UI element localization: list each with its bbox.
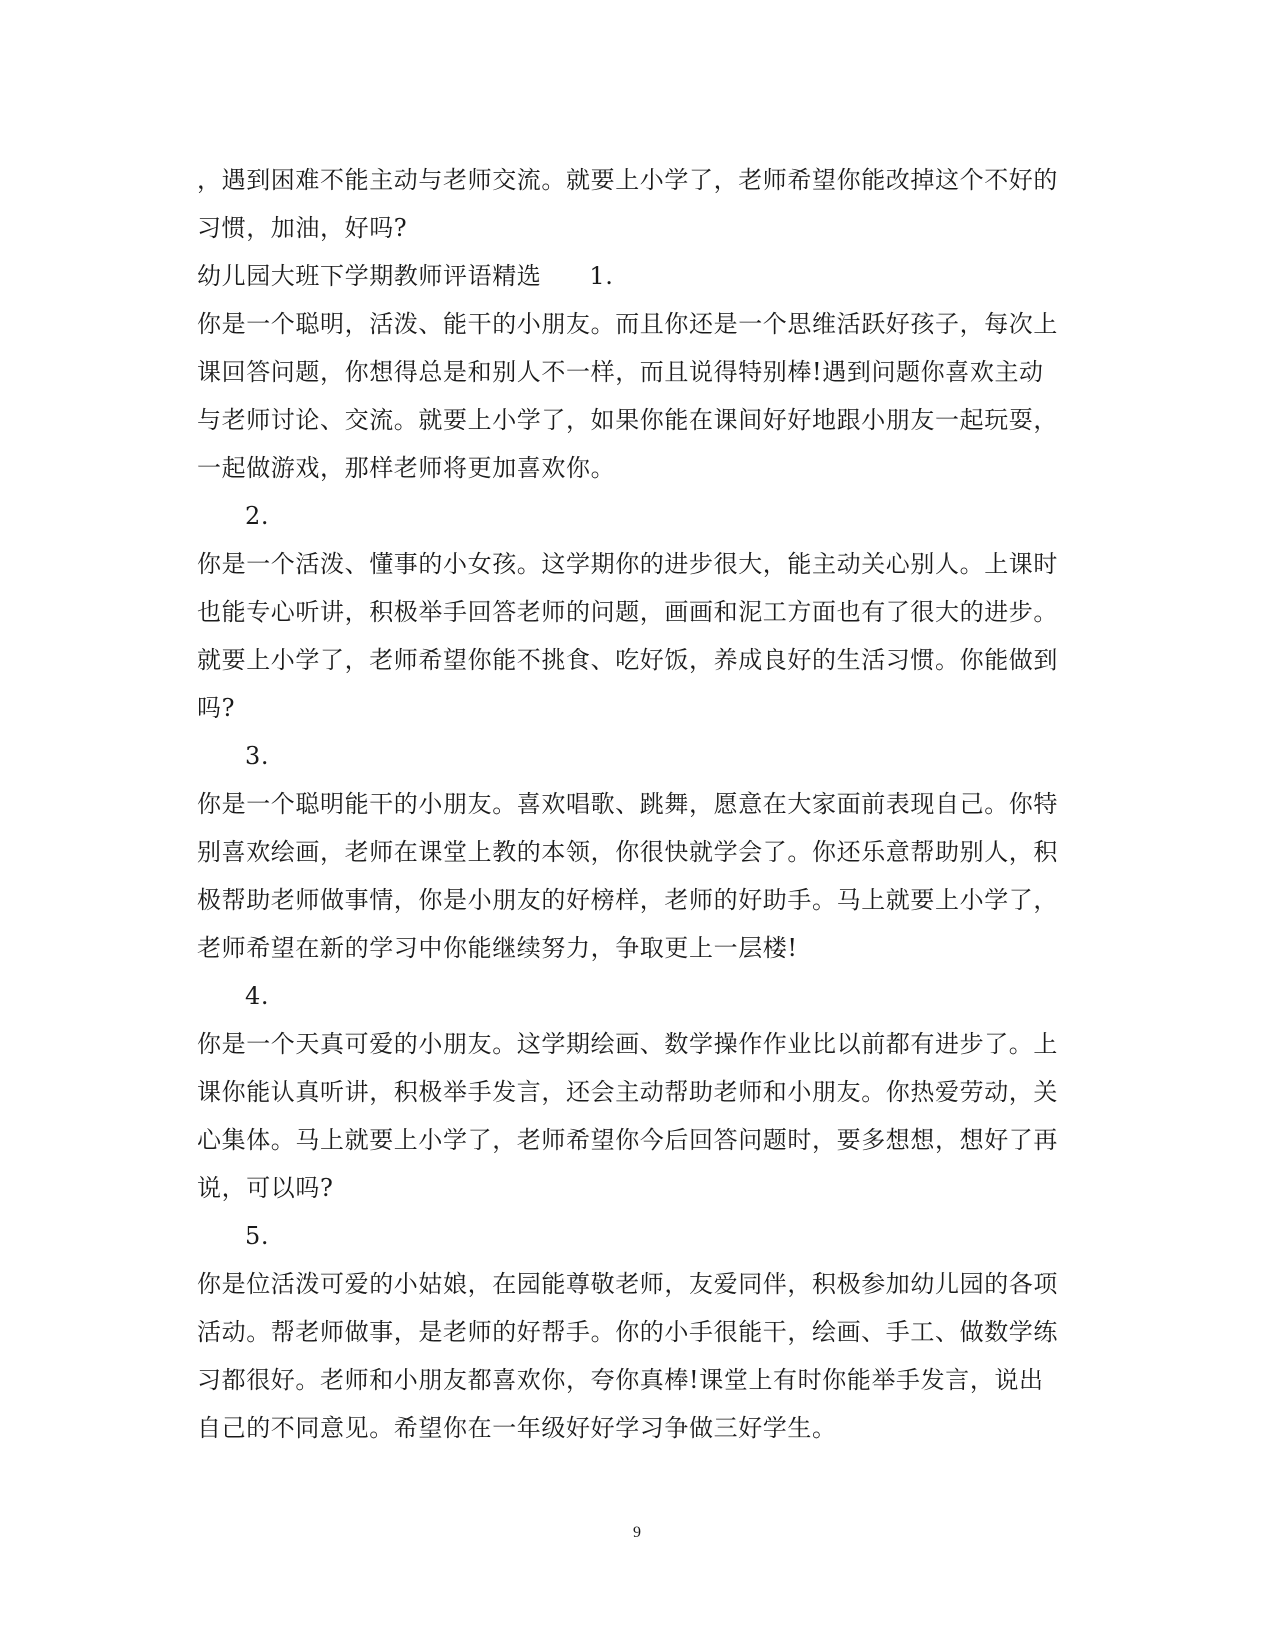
text-line: 你是一个活泼、懂事的小女孩。这学期你的进步很大，能主动关心别人。上课时 xyxy=(197,550,1058,578)
text-line: 你是一个天真可爱的小朋友。这学期绘画、数学操作作业比以前都有进步了。上 xyxy=(197,1030,1058,1058)
page-number: 9 xyxy=(633,1524,641,1541)
text-line: 别喜欢绘画，老师在课堂上教的本领，你很快就学会了。你还乐意帮助别人，积 xyxy=(197,838,1058,866)
item-number: 3. xyxy=(245,742,270,770)
heading-title: 幼儿园大班下学期教师评语精选 xyxy=(197,262,542,290)
text-line: 与老师讨论、交流。就要上小学了，如果你能在课间好好地跟小朋友一起玩耍， xyxy=(197,406,1058,434)
item-number: 4. xyxy=(245,982,270,1010)
text-line: 你是一个聪明能干的小朋友。喜欢唱歌、跳舞，愿意在大家面前表现自己。你特 xyxy=(197,790,1058,818)
text-line: 吗? xyxy=(197,694,236,722)
text-line: 老师希望在新的学习中你能继续努力，争取更上一层楼! xyxy=(197,934,798,962)
item-number: 5. xyxy=(245,1222,270,1250)
item-number: 2. xyxy=(245,502,270,530)
text-line: 就要上小学了，老师希望你能不挑食、吃好饭，养成良好的生活习惯。你能做到 xyxy=(197,646,1058,674)
text-line: 一起做游戏，那样老师将更加喜欢你。 xyxy=(197,454,616,482)
text-line: 极帮助老师做事情，你是小朋友的好榜样，老师的好助手。马上就要上小学了， xyxy=(197,886,1058,914)
text-line: 你是位活泼可爱的小姑娘，在园能尊敬老师，友爱同伴，积极参加幼儿园的各项 xyxy=(197,1270,1058,1298)
text-line: 活动。帮老师做事，是老师的好帮手。你的小手很能干，绘画、手工、做数学练 xyxy=(197,1318,1058,1346)
text-line: 课你能认真听讲，积极举手发言，还会主动帮助老师和小朋友。你热爱劳动，关 xyxy=(197,1078,1058,1106)
text-line: 你是一个聪明，活泼、能干的小朋友。而且你还是一个思维活跃好孩子，每次上 xyxy=(197,310,1058,338)
text-line: ，遇到困难不能主动与老师交流。就要上小学了，老师希望你能改掉这个不好的 xyxy=(197,166,1058,194)
text-line: 习惯，加油，好吗? xyxy=(197,214,408,242)
text-line: 课回答问题，你想得总是和别人不一样，而且说得特别棒!遇到问题你喜欢主动 xyxy=(197,358,1044,386)
text-line: 也能专心听讲，积极举手回答老师的问题，画画和泥工方面也有了很大的进步。 xyxy=(197,598,1058,626)
document-body xyxy=(197,156,1077,1452)
section-heading xyxy=(197,252,1077,300)
text-line: 习都很好。老师和小朋友都喜欢你，夸你真棒!课堂上有时你能举手发言，说出 xyxy=(197,1366,1044,1394)
text-line: 心集体。马上就要上小学了，老师希望你今后回答问题时，要多想想，想好了再 xyxy=(197,1126,1058,1154)
item-number: 1. xyxy=(589,262,614,290)
text-line: 自己的不同意见。希望你在一年级好好学习争做三好学生。 xyxy=(197,1414,837,1442)
text-line: 说，可以吗? xyxy=(197,1174,334,1202)
